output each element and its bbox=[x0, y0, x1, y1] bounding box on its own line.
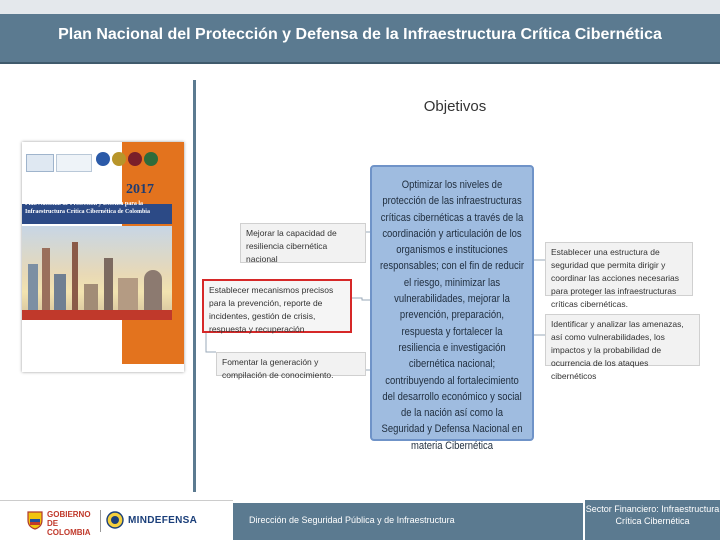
cover-title: Plan Nacional de Protección y Defensa para la Infraestructura Crítica Cibernética de Colombia bbox=[25, 201, 150, 215]
general-objective-box bbox=[370, 165, 534, 452]
footer-right-text: Sector Financiero: Infraestructura Crítica Cibernética bbox=[585, 504, 720, 526]
slide-title: Plan Nacional del Protección y Defensa de la Infraestructura Crítica Cibernética bbox=[58, 26, 662, 43]
objective-box-right-1: Establecer una estructura de seguridad que permita dirigir y coordinar las acciones necesarias para proteger las infraestructuras críticas cibernéticas. bbox=[545, 242, 693, 296]
section-subtitle: Objetivos bbox=[423, 98, 487, 115]
footer-center-band bbox=[233, 503, 583, 540]
objective-box-right-2: Identificar y analizar las amenazas, así como vulnerabilidades, los impactos y la probabilidad de ocurrencia de los ataques cibernéticos bbox=[545, 314, 700, 366]
colombia-shield-icon bbox=[26, 510, 44, 530]
cover-year: 2017 bbox=[126, 182, 154, 197]
gobierno-text: GOBIERNO DE COLOMBIA bbox=[47, 510, 91, 537]
mindefensa-text: MINDEFENSA bbox=[128, 515, 198, 526]
footer-right-band bbox=[583, 500, 720, 540]
footer-logo-separator bbox=[100, 510, 101, 532]
objective-box-left-1: Mejorar la capacidad de resiliencia cibernética nacional bbox=[240, 223, 366, 263]
objective-box-left-3: Fomentar la generación y compilación de conocimiento. bbox=[216, 352, 366, 376]
general-objective-text: Optimizar los niveles de protección de las infraestructuras críticas cibernéticas a través de la coordinación y articulación de los organismos e instituciones responsables; con el fin de reducir el riesgo, minimizar las vulnerabilidades, mejorar la prevención, preparación, respuesta y fortalecer la resiliencia e investigación cibernética nacional; contribuyendo al fortalecimiento del desarrollo económico y social de la nación así como la Seguridad y Defensa Nacional en materia Cibernética bbox=[379, 179, 525, 452]
mindefensa-shield-icon bbox=[106, 510, 124, 530]
objective-box-left-2-highlighted: Establecer mecanismos precisos para la prevención, reporte de incidentes, gestión de crisis, respuesta y recuperación bbox=[202, 279, 352, 333]
gobierno-logo-text bbox=[47, 510, 99, 537]
footer-center-text: Dirección de Seguridad Pública y de Infraestructura bbox=[249, 515, 455, 525]
